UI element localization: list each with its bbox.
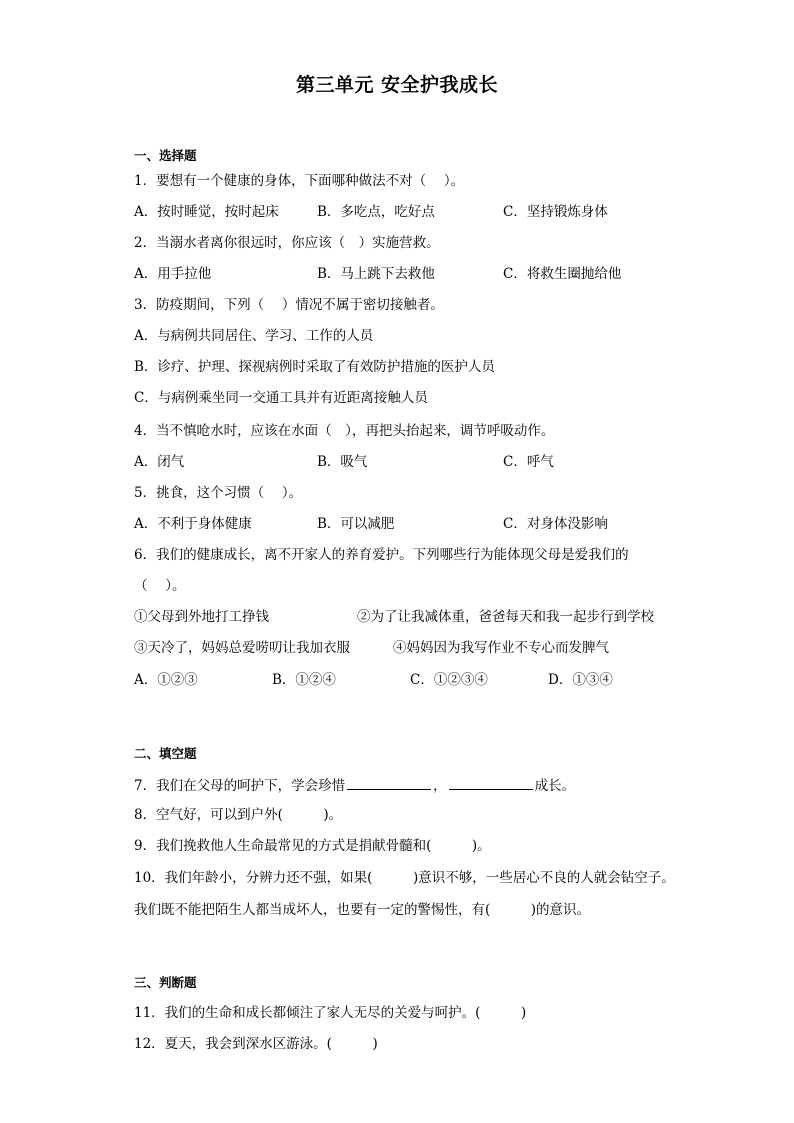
question-4-option-b: B．吸气 xyxy=(317,454,368,470)
question-6-item-1: ①父母到外地打工挣钱 xyxy=(134,609,269,625)
section-heading-judge: 三、判断题 xyxy=(134,975,197,990)
question-9: 9．我们挽救他人生命最常见的方式是捐献骨髓和( )。 xyxy=(134,838,491,854)
question-3-option-c: C．与病例乘坐同一交通工具并有近距离接触人员 xyxy=(134,390,428,406)
question-6-option-b: B．①②④ xyxy=(272,672,336,688)
question-5-option-b: B．可以减肥 xyxy=(317,516,395,532)
question-6-option-c: C．①②③④ xyxy=(410,672,488,688)
question-2-stem: 2．当溺水者离你很远时，你应该（ ）实施营救。 xyxy=(134,235,440,251)
question-1-stem: 1．要想有一个健康的身体，下面哪种做法不对（ ）。 xyxy=(134,173,465,189)
question-4-stem: 4．当不慎呛水时，应该在水面（ ），再把头抬起来，调节呼吸动作。 xyxy=(134,423,555,439)
question-7 xyxy=(134,775,575,795)
question-5-option-a: A．不利于身体健康 xyxy=(134,516,252,532)
question-2-option-a: A．用手拉他 xyxy=(134,266,212,282)
section-heading-choice: 一、选择题 xyxy=(134,148,197,163)
page-title: 第三单元 安全护我成长 xyxy=(295,74,499,96)
question-2-option-c: C．将救生圈抛给他 xyxy=(503,266,622,282)
question-1-option-a: A．按时睡觉，按时起床 xyxy=(134,204,279,220)
question-12: 12．夏天，我会到深水区游泳。( ) xyxy=(134,1036,378,1052)
question-6-option-d: D．①③④ xyxy=(548,672,613,688)
question-10-line-2: 我们既不能把陌生人都当成坏人，也要有一定的警惕性，有( )的意识。 xyxy=(134,902,591,918)
question-3-option-b: B．诊疗、护理、探视病例时采取了有效防护措施的医护人员 xyxy=(134,359,495,375)
question-11: 11．我们的生命和成长都倾注了家人无尽的关爱与呵护。( ) xyxy=(134,1005,527,1021)
question-10-line-1: 10．我们年龄小，分辨力还不强，如果( )意识不够，一些居心不良的人就会钻空子。 xyxy=(134,870,675,886)
question-3-option-a: A．与病例共同居住、学习、工作的人员 xyxy=(134,328,374,344)
question-1-option-c: C．坚持锻炼身体 xyxy=(503,204,608,220)
question-6-stem-continued: （ ）。 xyxy=(134,578,186,594)
question-6-option-a: A．①②③ xyxy=(134,672,198,688)
answer-blank xyxy=(347,775,431,790)
question-6-stem: 6．我们的健康成长，离不开家人的养育爱护。下列哪些行为能体现父母是爱我们的 xyxy=(134,547,629,563)
question-5-option-c: C．对身体没影响 xyxy=(503,516,608,532)
question-6-item-3: ③天冷了，妈妈总爱唠叨让我加衣服 xyxy=(134,640,350,656)
question-7-suffix: 成长。 xyxy=(534,778,576,794)
question-2-option-b: B．马上跳下去救他 xyxy=(317,266,435,282)
question-4-option-a: A．闭气 xyxy=(134,454,185,470)
question-5-stem: 5．挑食，这个习惯（ ）。 xyxy=(134,485,303,501)
question-7-prefix: 7．我们在父母的呵护下，学会珍惜 xyxy=(134,778,346,794)
section-heading-fill: 二、填空题 xyxy=(134,746,197,761)
question-6-item-2: ②为了让我减体重，爸爸每天和我一起步行到学校 xyxy=(357,609,654,625)
answer-blank xyxy=(449,775,533,790)
question-6-item-4: ④妈妈因为我写作业不专心而发脾气 xyxy=(393,640,609,656)
question-7-separator: ， xyxy=(433,778,447,794)
question-3-stem: 3．防疫期间，下列（ ）情况不属于密切接触者。 xyxy=(134,297,444,313)
question-8: 8．空气好，可以到户外( )。 xyxy=(134,807,343,823)
question-4-option-c: C．呼气 xyxy=(503,454,554,470)
question-1-option-b: B．多吃点，吃好点 xyxy=(317,204,435,220)
